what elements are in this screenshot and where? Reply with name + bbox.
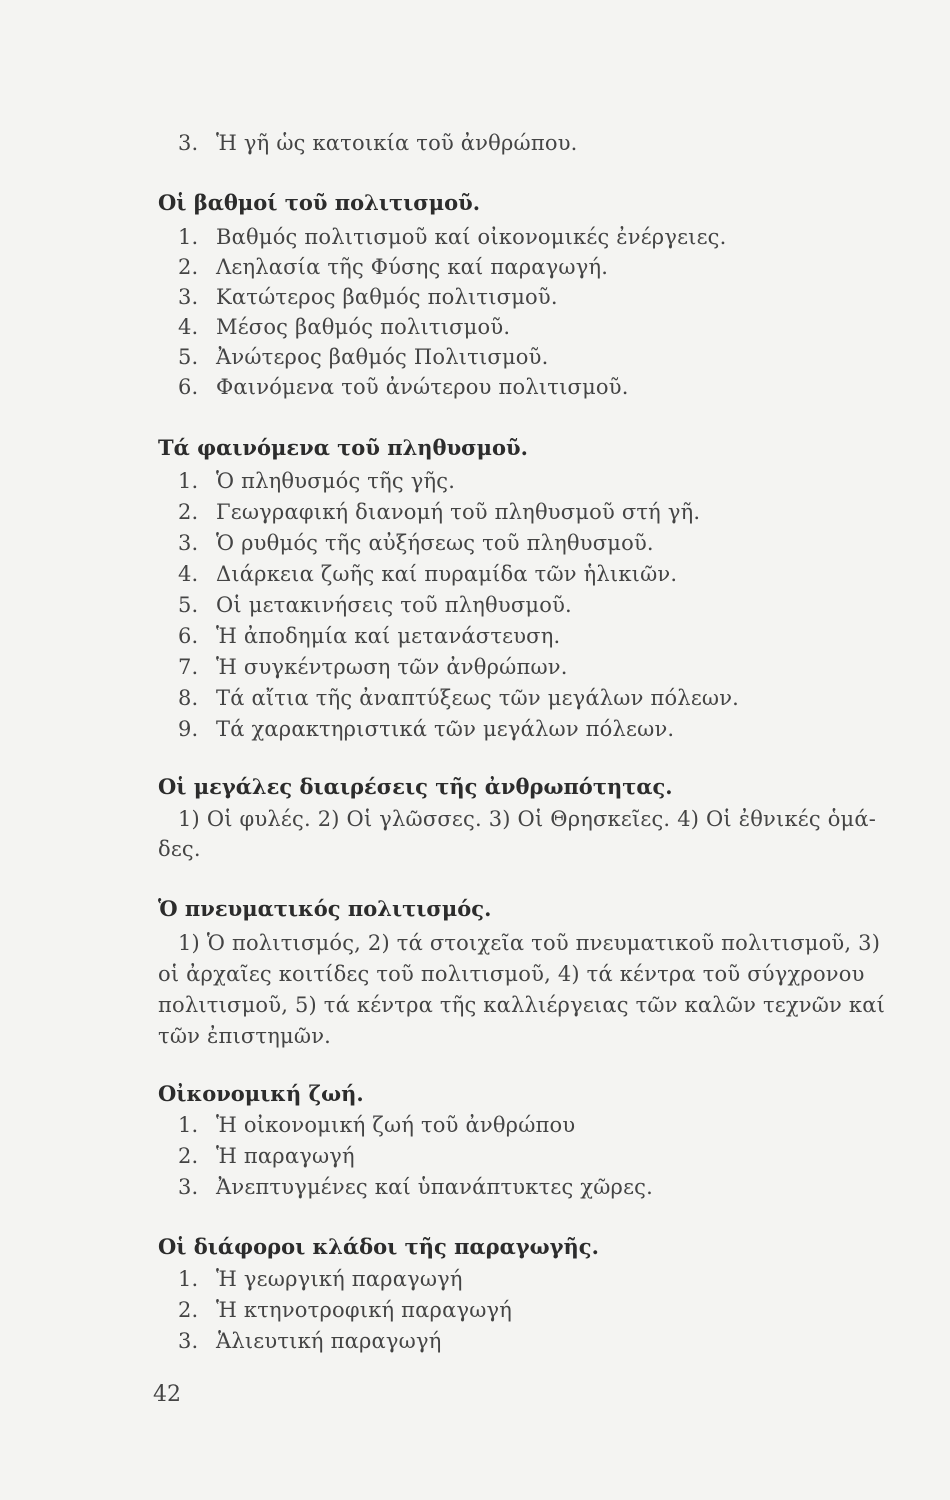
item-text: Ἡ συγκέντρωση τῶν ἀνθρώπων. bbox=[216, 655, 568, 679]
section-heading: Οἱ διάφοροι κλάδοι τῆς παραγωγῆς. bbox=[158, 1234, 599, 1259]
item-text: Ἡ οἰκονομική ζωή τοῦ ἀνθρώπου bbox=[216, 1113, 576, 1137]
item-number: 7. bbox=[178, 655, 199, 679]
item-number: 1. bbox=[178, 469, 199, 493]
item-text: Κατώτερος βαθμός πολιτισμοῦ. bbox=[216, 285, 558, 309]
item-number: 3. bbox=[178, 285, 199, 309]
list-item bbox=[178, 497, 700, 527]
item-number: 9. bbox=[178, 717, 199, 741]
item-text: Ἁλιευτική παραγωγή bbox=[216, 1329, 442, 1353]
item-number: 4. bbox=[178, 562, 199, 586]
section-heading: Οἱ βαθμοί τοῦ πολιτισμοῦ. bbox=[158, 190, 481, 215]
list-item bbox=[178, 683, 739, 713]
item-text: Ἀνεπτυγμένες καί ὑπανάπτυκτες χῶρες. bbox=[216, 1175, 654, 1199]
item-number: 2. bbox=[178, 1144, 199, 1168]
list-item bbox=[178, 252, 608, 282]
item-text: Ἡ γεωργική παραγωγή bbox=[216, 1267, 463, 1291]
list-item bbox=[178, 559, 677, 589]
paragraph-line: οἱ ἀρχαῖες κοιτίδες τοῦ πολιτισμοῦ, 4) τά κέντρα τοῦ σύγχρονου bbox=[158, 962, 865, 986]
item-text: Ἡ γῆ ὡς κατοικία τοῦ ἀνθρώπου. bbox=[216, 131, 578, 155]
item-text: Ἀνώτερος βαθμός Πολιτισμοῦ. bbox=[216, 345, 549, 369]
list-item bbox=[178, 222, 727, 252]
item-number: 1. bbox=[178, 1267, 199, 1291]
item-number: 5. bbox=[178, 345, 199, 369]
item-text: Ὁ ρυθμός τῆς αὐξήσεως τοῦ πληθυσμοῦ. bbox=[216, 531, 654, 555]
item-number: 2. bbox=[178, 255, 199, 279]
item-text: Οἱ μετακινήσεις τοῦ πληθυσμοῦ. bbox=[216, 593, 572, 617]
section-heading: Οἰκονομική ζωή. bbox=[158, 1081, 364, 1106]
list-item bbox=[178, 128, 578, 158]
item-number: 3. bbox=[178, 1329, 199, 1353]
paragraph-line: 1) Οἱ φυλές. 2) Οἱ γλῶσσες. 3) Οἱ Θρησκεῖες. 4) Οἱ ἐθνικές ὁμά- bbox=[178, 807, 877, 831]
item-number: 1. bbox=[178, 225, 199, 249]
item-number: 1. bbox=[178, 1113, 199, 1137]
paragraph-line: 1) Ὁ πολιτισμός, 2) τά στοιχεῖα τοῦ πνευματικοῦ πολιτισμοῦ, 3) bbox=[178, 931, 881, 955]
section-heading: Οἱ μεγάλες διαιρέσεις τῆς ἀνθρωπότητας. bbox=[158, 774, 673, 799]
item-text: Τά αἴτια τῆς ἀναπτύξεως τῶν μεγάλων πόλεων. bbox=[216, 686, 740, 710]
list-item bbox=[178, 1326, 442, 1356]
list-item bbox=[178, 466, 455, 496]
item-text: Διάρκεια ζωῆς καί πυραμίδα τῶν ἡλικιῶν. bbox=[216, 562, 678, 586]
list-item bbox=[178, 621, 560, 651]
paragraph-line: πολιτισμοῦ, 5) τά κέντρα τῆς καλλιέργειας τῶν καλῶν τεχνῶν καί bbox=[158, 993, 886, 1017]
item-number: 2. bbox=[178, 1298, 199, 1322]
list-item bbox=[178, 1110, 575, 1140]
item-number: 6. bbox=[178, 375, 199, 399]
section-heading: Ὁ πνευματικός πολιτισμός. bbox=[158, 896, 492, 921]
item-text: Ὁ πληθυσμός τῆς γῆς. bbox=[216, 469, 456, 493]
item-number: 3. bbox=[178, 1175, 199, 1199]
item-text: Ἡ ἀποδημία καί μετανάστευση. bbox=[216, 624, 561, 648]
list-item bbox=[178, 714, 674, 744]
list-item bbox=[178, 282, 558, 312]
item-number: 5. bbox=[178, 593, 199, 617]
item-text: Ἡ παραγωγή bbox=[216, 1144, 355, 1168]
item-number: 3. bbox=[178, 131, 199, 155]
item-number: 3. bbox=[178, 531, 199, 555]
item-text: Μέσος βαθμός πολιτισμοῦ. bbox=[216, 315, 511, 339]
list-item bbox=[178, 312, 510, 342]
list-item bbox=[178, 590, 572, 620]
list-item bbox=[178, 528, 654, 558]
list-item bbox=[178, 1172, 653, 1202]
item-number: 4. bbox=[178, 315, 199, 339]
item-text: Λεηλασία τῆς Φύσης καί παραγωγή. bbox=[216, 255, 609, 279]
list-item bbox=[178, 342, 549, 372]
page-number: 42 bbox=[153, 1382, 181, 1407]
item-text: Φαινόμενα τοῦ ἀνώτερου πολιτισμοῦ. bbox=[216, 375, 629, 399]
list-item bbox=[178, 652, 568, 682]
list-item bbox=[178, 1264, 463, 1294]
item-text: Τά χαρακτηριστικά τῶν μεγάλων πόλεων. bbox=[216, 717, 675, 741]
list-item bbox=[178, 372, 629, 402]
item-number: 2. bbox=[178, 500, 199, 524]
paragraph-line: δες. bbox=[158, 837, 201, 861]
section-heading: Τά φαινόμενα τοῦ πληθυσμοῦ. bbox=[158, 435, 528, 460]
paragraph-line: τῶν ἐπιστημῶν. bbox=[158, 1024, 332, 1048]
item-text: Βαθμός πολιτισμοῦ καί οἰκονομικές ἐνέργειες. bbox=[216, 225, 727, 249]
item-text: Γεωγραφική διανομή τοῦ πληθυσμοῦ στή γῆ. bbox=[216, 500, 701, 524]
item-text: Ἡ κτηνοτροφική παραγωγή bbox=[216, 1298, 513, 1322]
item-number: 8. bbox=[178, 686, 199, 710]
list-item bbox=[178, 1295, 512, 1325]
item-number: 6. bbox=[178, 624, 199, 648]
list-item bbox=[178, 1141, 355, 1171]
